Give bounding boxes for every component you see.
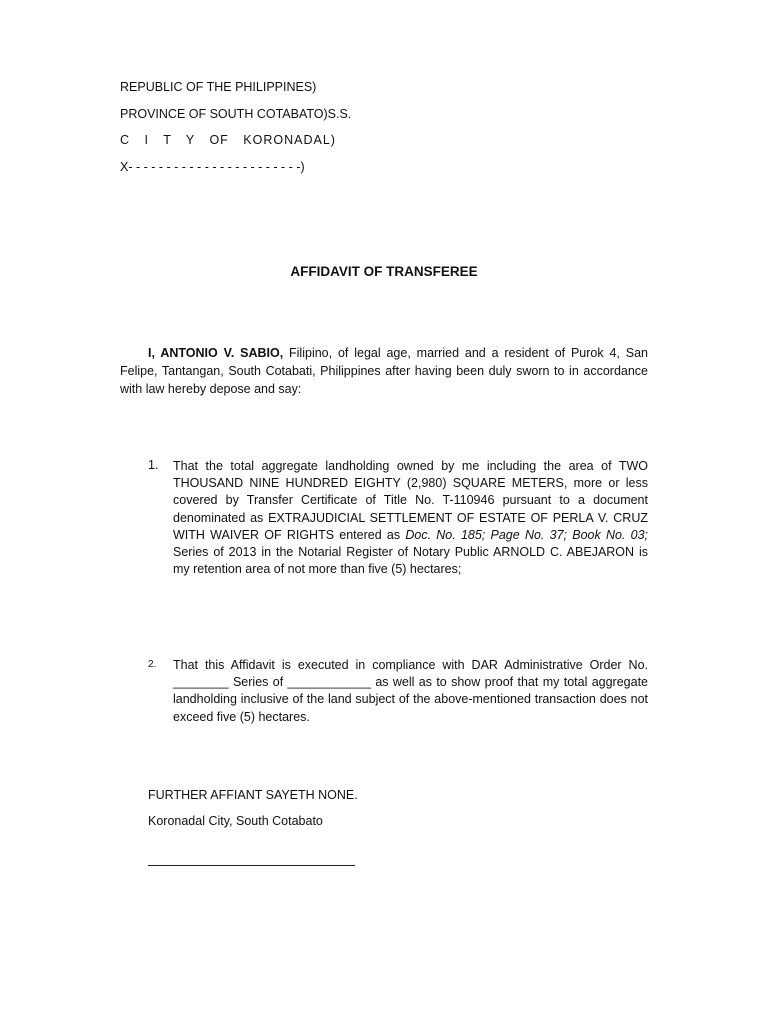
caption-separator: X- - - - - - - - - - - - - - - - - - - - - - -) bbox=[120, 160, 305, 174]
item-text-part: That the total aggregate landholding owned by me including the area of TWO THOUSAND NINE HUNDRED EIGHTY (2,980) SQUARE METERS, more or less covered by Transfer Certificate of Title No. T-110946 pursuant to a document denominated as EXTRAJUDICIAL SETTLEMENT OF ESTATE OF PERLA V. CRUZ WITH WAIVER OF RIGHTS entered as bbox=[173, 459, 648, 542]
item-number: 1. bbox=[148, 458, 159, 472]
place-of-execution: Koronadal City, South Cotabato bbox=[148, 814, 323, 828]
document-title: AFFIDAVIT OF TRANSFEREE bbox=[290, 264, 478, 279]
caption-city: C I T Y OF KORONADAL) bbox=[120, 133, 336, 147]
affiant-name: I, ANTONIO V. SABIO, bbox=[148, 346, 284, 360]
list-item bbox=[148, 458, 648, 578]
intro-text: Filipino, of legal age, married and a resident of Purok 4, San Felipe, Tantangan, South Cotabati, Philippines after having been duly sworn to in accordance with law hereby depose and say: bbox=[120, 346, 648, 396]
item-text: That this Affidavit is executed in compliance with DAR Administrative Order No. ________ Series of ____________ as well as to show proof that my total aggregate landholding inclusive of the land subject of the above-mentioned transaction does not exceed five (5) hectares. bbox=[173, 658, 648, 724]
caption-republic: REPUBLIC OF THE PHILIPPINES) bbox=[120, 80, 317, 94]
intro-paragraph bbox=[120, 344, 648, 398]
closing-statement: FURTHER AFFIANT SAYETH NONE. bbox=[148, 788, 358, 802]
item-text-part: Series of 2013 in the Notarial Register of Notary Public ARNOLD C. ABEJARON is my retention area of not more than five (5) hectares; bbox=[173, 545, 648, 577]
item-number: 2. bbox=[148, 659, 157, 670]
item-text bbox=[173, 458, 648, 578]
caption-province: PROVINCE OF SOUTH COTABATO)S.S. bbox=[120, 107, 352, 121]
list-item bbox=[148, 657, 648, 726]
item-text-italic: Doc. No. 185; Page No. 37; Book No. 03; bbox=[405, 527, 649, 542]
signature-line bbox=[148, 851, 355, 866]
